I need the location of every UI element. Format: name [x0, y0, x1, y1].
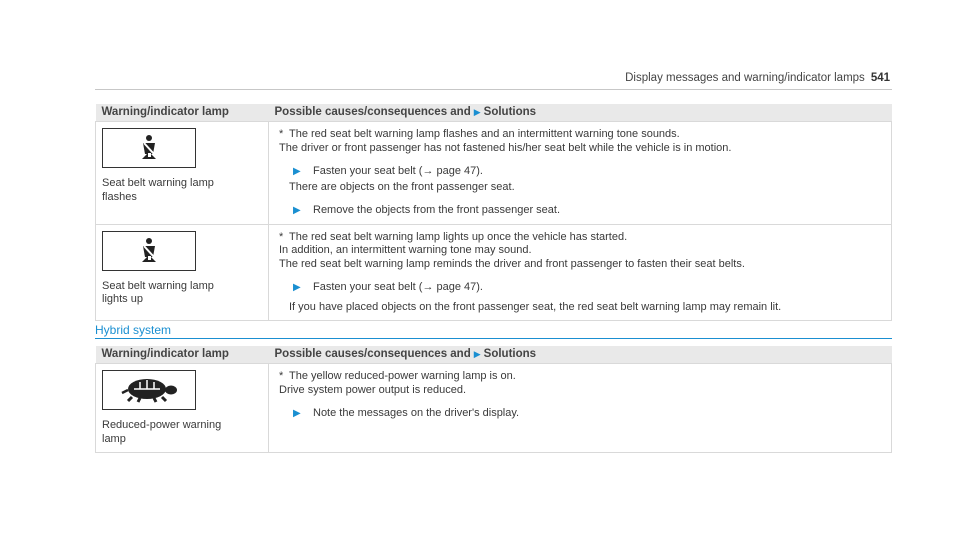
cause-text	[279, 370, 883, 384]
lamp-label-line: Seat belt warning lamp	[102, 177, 214, 189]
triangle-icon: ▶	[473, 348, 481, 359]
asterisk: *	[279, 370, 284, 382]
col-header-lamp: Warning/indicator lamp	[96, 104, 269, 122]
causes-cell	[269, 364, 892, 453]
asterisk: *	[279, 128, 284, 140]
section-rule	[95, 338, 892, 339]
running-head	[625, 72, 890, 84]
causes-cell	[269, 122, 892, 225]
asterisk: *	[279, 230, 284, 243]
follow-text: There are objects on the front passenger seat.	[289, 180, 515, 193]
cause-line: The driver or front passenger has not fastened his/her seat belt while the vehicle is in motion.	[279, 141, 732, 154]
triangle-icon: ▶	[473, 106, 481, 117]
cause-line: The red seat belt warning lamp lights up once the vehicle has started.	[289, 230, 628, 243]
lamp-cell	[96, 122, 269, 225]
cause-line: The red seat belt warning lamp flashes and an intermittent warning tone sounds.	[289, 128, 680, 140]
lamp-label-line: lamp	[102, 432, 126, 445]
col-header-solutions-text: Solutions	[483, 105, 537, 118]
page-number: 541	[870, 72, 890, 84]
cause-text	[279, 231, 883, 245]
cause-line: In addition, an intermittent warning tone may sound.	[279, 244, 532, 256]
action-text: Note the messages on the driver's display.	[313, 407, 520, 419]
action-item	[293, 165, 883, 179]
follow-text: If you have placed objects on the front passenger seat, the red seat belt warning lamp may remain lit.	[289, 300, 782, 313]
col-header-causes	[269, 104, 892, 122]
table-header-row	[96, 346, 892, 364]
action-text: Fasten your seat belt (→ page 47).	[313, 165, 483, 177]
cause-text	[279, 128, 883, 142]
col-header-solutions-text: Solutions	[483, 347, 537, 360]
lamp-label	[102, 280, 262, 307]
lamp-label-line: lights up	[102, 293, 143, 305]
col-header-causes-text: Possible causes/consequences and	[274, 105, 471, 118]
action-item	[293, 407, 883, 421]
table-row	[96, 122, 892, 225]
lamp-label-line: Reduced-power warning	[102, 419, 222, 431]
running-head-text: Display messages and warning/indicator lamps	[625, 72, 865, 84]
table-header-row	[96, 104, 892, 122]
lamp-cell	[96, 364, 269, 453]
arrow-icon: ▶	[293, 408, 301, 419]
lamp-label-line: flashes	[102, 190, 137, 203]
lamp-label-line: Seat belt warning lamp	[102, 279, 214, 292]
header-rule	[95, 89, 892, 90]
cause-line: The red seat belt warning lamp reminds the driver and front passenger to fasten their seat belts.	[279, 257, 745, 270]
action-item	[293, 204, 883, 218]
hybrid-table	[95, 346, 892, 453]
lamp-label	[102, 177, 262, 204]
arrow-icon: ▶	[293, 166, 301, 177]
cause-line: Drive system power output is reduced.	[279, 383, 467, 396]
arrow-icon: ▶	[293, 205, 301, 216]
table-row	[96, 364, 892, 453]
col-header-lamp: Warning/indicator lamp	[96, 346, 269, 364]
lamp-label	[102, 419, 262, 446]
turtle-icon	[102, 370, 196, 410]
arrow-icon: ▶	[293, 282, 301, 293]
action-item	[293, 281, 883, 295]
section-title: Hybrid system	[95, 323, 172, 337]
col-header-causes	[269, 346, 892, 364]
action-text: Fasten your seat belt (→ page 47).	[313, 281, 483, 293]
seat-belt-icon	[102, 128, 196, 168]
seat-belt-icon	[102, 231, 196, 271]
cause-line: The yellow reduced-power warning lamp is on.	[289, 370, 516, 382]
causes-cell	[269, 224, 892, 321]
lamp-cell	[96, 224, 269, 321]
action-text: Remove the objects from the front passenger seat.	[313, 204, 561, 216]
col-header-causes-text: Possible causes/consequences and	[274, 347, 471, 360]
seat-belt-table	[95, 104, 892, 321]
table-row	[96, 224, 892, 321]
